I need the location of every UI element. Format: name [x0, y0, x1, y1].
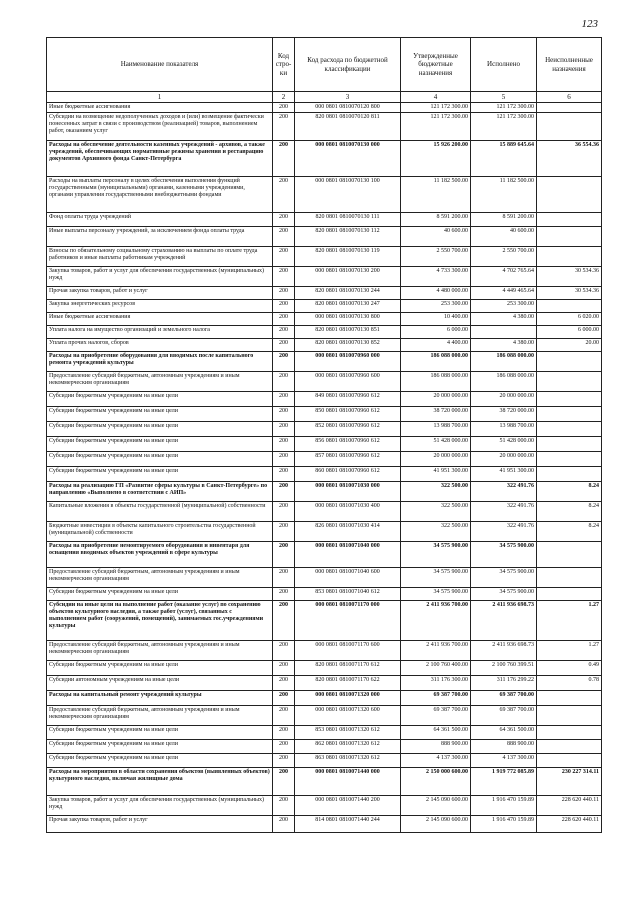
row-line-code: 200: [273, 676, 295, 691]
row-executed-amount: 34 575 900.00: [471, 588, 537, 601]
row-budget-code: 862 0801 0810071320 612: [295, 740, 401, 754]
row-line-code: 200: [273, 522, 295, 542]
row-line-code: 200: [273, 287, 295, 300]
row-approved-amount: 121 172 300.00: [401, 103, 471, 113]
row-budget-code: 853 0801 0810071040 612: [295, 588, 401, 601]
row-name: Расходы на приобретение оборудования для вводимых после капитального ремонта учреждений культуры: [47, 352, 273, 372]
row-name: Субсидии бюджетным учреждениям на иные цели: [47, 754, 273, 768]
row-name: Расходы на реализацию ГП «Развитие сферы культуры в Санкт-Петербурге» по направлению «Выполнено в соответствии с АИП»: [47, 482, 273, 502]
row-remaining-amount: [537, 247, 602, 267]
row-line-code: 200: [273, 768, 295, 796]
row-approved-amount: 41 951 300.00: [401, 467, 471, 482]
row-budget-code: 000 0801 0810071170 600: [295, 641, 401, 661]
row-name: Субсидии бюджетным учреждениям на иные цели: [47, 407, 273, 422]
row-budget-code: 000 0801 0810070960 000: [295, 352, 401, 372]
row-line-code: 200: [273, 568, 295, 588]
header-name: Наименование показателя: [47, 38, 273, 92]
row-name: Субсидии на иные цели на выполнение работ (оказание услуг) по сохранению объектов культурного наследия, а также работ (услуг), связанных с выполнением работ (сооружений, помещений), занимаемых гос.учреждениями культуры: [47, 601, 273, 641]
table-row: [47, 691, 602, 706]
row-remaining-amount: 8.24: [537, 482, 602, 502]
header-code: Код стро-ки: [273, 38, 295, 92]
row-remaining-amount: [537, 588, 602, 601]
table-row: [47, 452, 602, 467]
row-budget-code: 820 0801 0810070130 244: [295, 287, 401, 300]
row-line-code: 200: [273, 227, 295, 247]
table-row: [47, 267, 602, 287]
table-row: [47, 177, 602, 213]
row-approved-amount: 69 387 700.00: [401, 706, 471, 726]
table-row: [47, 726, 602, 740]
row-name: Бюджетные инвестиции в объекты капитального строительства государственной (муниципальной) собственности: [47, 522, 273, 542]
table-row: [47, 676, 602, 691]
row-line-code: 200: [273, 267, 295, 287]
row-executed-amount: 13 988 700.00: [471, 422, 537, 437]
row-executed-amount: 4 380.00: [471, 313, 537, 326]
column-number: 2: [273, 92, 295, 103]
row-line-code: 200: [273, 502, 295, 522]
table-row: [47, 300, 602, 313]
row-executed-amount: 311 176 299.22: [471, 676, 537, 691]
row-budget-code: 820 0801 0810070130 852: [295, 339, 401, 352]
row-approved-amount: 20 000 000.00: [401, 452, 471, 467]
table-row: [47, 227, 602, 247]
table-row: [47, 641, 602, 661]
row-line-code: 200: [273, 661, 295, 676]
row-remaining-amount: 228 620 440.11: [537, 796, 602, 816]
row-budget-code: 849 0801 0810070960 612: [295, 392, 401, 407]
row-remaining-amount: [537, 177, 602, 213]
row-executed-amount: 2 100 760 399.51: [471, 661, 537, 676]
row-approved-amount: 2 150 000 600.00: [401, 768, 471, 796]
row-name: Расходы на выплаты персоналу в целях обеспечения выполнения функций государственными (муниципальными) органами, казенными учреждениями, органами управления государственными внебюджетными фондами: [47, 177, 273, 213]
row-remaining-amount: [537, 300, 602, 313]
row-name: Иные бюджетные ассигнования: [47, 313, 273, 326]
row-budget-code: 856 0801 0810070960 612: [295, 437, 401, 452]
row-executed-amount: 186 088 000.00: [471, 352, 537, 372]
row-approved-amount: 2 411 936 700.00: [401, 641, 471, 661]
column-number: 4: [401, 92, 471, 103]
row-name: Расходы на обеспечение деятельности казенных учреждений - архивов, а также учреждений, обеспечивающих нормативные режимы хранения и реставрацию документов Архивного фонда Санкт-Петербурга: [47, 141, 273, 177]
row-executed-amount: 1 916 470 159.89: [471, 796, 537, 816]
row-remaining-amount: [537, 352, 602, 372]
row-approved-amount: 322 500.00: [401, 522, 471, 542]
row-name: Капитальные вложения в объекты государственной (муниципальной) собственности: [47, 502, 273, 522]
row-budget-code: 000 0801 0810071040 000: [295, 542, 401, 568]
budget-execution-table: [46, 37, 602, 833]
row-executed-amount: 121 172 300.00: [471, 113, 537, 141]
row-line-code: 200: [273, 372, 295, 392]
row-remaining-amount: [537, 103, 602, 113]
row-budget-code: 860 0801 0810070960 612: [295, 467, 401, 482]
row-line-code: 200: [273, 407, 295, 422]
row-remaining-amount: 30 534.36: [537, 287, 602, 300]
table-row: [47, 768, 602, 796]
row-remaining-amount: 1.27: [537, 641, 602, 661]
table-row: [47, 482, 602, 502]
row-executed-amount: 121 172 300.00: [471, 103, 537, 113]
row-approved-amount: 2 411 936 700.00: [401, 601, 471, 641]
row-remaining-amount: [537, 542, 602, 568]
row-name: Субсидии бюджетным учреждениям на иные цели: [47, 422, 273, 437]
row-executed-amount: [471, 326, 537, 339]
row-name: Закупка товаров, работ и услуг для обеспечения государственных (муниципальных) нужд: [47, 796, 273, 816]
row-name: Субсидии бюджетным учреждениям на иные цели: [47, 661, 273, 676]
row-approved-amount: 4 480 000.00: [401, 287, 471, 300]
row-name: Фонд оплаты труда учреждений: [47, 213, 273, 227]
row-executed-amount: 2 550 700.00: [471, 247, 537, 267]
row-name: Закупка товаров, работ и услуг для обеспечения государственных (муниципальных) нужд: [47, 267, 273, 287]
row-line-code: 200: [273, 754, 295, 768]
row-budget-code: 820 0801 0810070130 112: [295, 227, 401, 247]
row-budget-code: 826 0801 0810071030 414: [295, 522, 401, 542]
row-budget-code: 000 0801 0810071320 600: [295, 706, 401, 726]
row-executed-amount: 20 000 000.00: [471, 452, 537, 467]
row-name: Прочая закупка товаров, работ и услуг: [47, 287, 273, 300]
row-name: Предоставление субсидий бюджетным, автономным учреждениям и иным некоммерческим организациям: [47, 568, 273, 588]
row-line-code: 200: [273, 588, 295, 601]
row-remaining-amount: [537, 113, 602, 141]
row-remaining-amount: 20.00: [537, 339, 602, 352]
table-row: [47, 568, 602, 588]
row-name: Субсидии бюджетным учреждениям на иные цели: [47, 740, 273, 754]
row-remaining-amount: [537, 372, 602, 392]
row-approved-amount: 2 100 760 400.00: [401, 661, 471, 676]
row-approved-amount: 2 145 090 600.00: [401, 796, 471, 816]
table-row: [47, 796, 602, 816]
row-budget-code: 000 0801 0810071030 000: [295, 482, 401, 502]
row-remaining-amount: [537, 740, 602, 754]
row-line-code: 200: [273, 113, 295, 141]
table-row: [47, 588, 602, 601]
table-row: [47, 706, 602, 726]
row-name: Субсидии бюджетным учреждениям на иные цели: [47, 588, 273, 601]
row-line-code: 200: [273, 542, 295, 568]
row-executed-amount: 69 387 700.00: [471, 691, 537, 706]
row-approved-amount: 186 088 000.00: [401, 352, 471, 372]
column-number: 1: [47, 92, 273, 103]
row-budget-code: 863 0801 0810071320 612: [295, 754, 401, 768]
row-executed-amount: 41 951 300.00: [471, 467, 537, 482]
row-line-code: 200: [273, 339, 295, 352]
row-remaining-amount: 8.24: [537, 522, 602, 542]
row-remaining-amount: 0.49: [537, 661, 602, 676]
row-executed-amount: 322 491.76: [471, 502, 537, 522]
row-approved-amount: 38 720 000.00: [401, 407, 471, 422]
row-executed-amount: 34 575 900.00: [471, 568, 537, 588]
row-executed-amount: 38 720 000.00: [471, 407, 537, 422]
row-approved-amount: 2 145 090 600.00: [401, 816, 471, 833]
table-row: [47, 313, 602, 326]
row-line-code: 200: [273, 726, 295, 740]
row-line-code: 200: [273, 706, 295, 726]
row-executed-amount: 69 387 700.00: [471, 706, 537, 726]
row-approved-amount: 40 600.00: [401, 227, 471, 247]
row-budget-code: 000 0801 0810071440 000: [295, 768, 401, 796]
table-row: [47, 287, 602, 300]
row-remaining-amount: [537, 706, 602, 726]
row-line-code: 200: [273, 467, 295, 482]
row-executed-amount: 8 591 200.00: [471, 213, 537, 227]
row-name: Субсидии на возмещение недополученных доходов и (или) возмещение фактически понесенных затрат в связи с производством (реализацией) товаров, выполнением работ, оказанием услуг: [47, 113, 273, 141]
row-executed-amount: 1 919 772 085.89: [471, 768, 537, 796]
row-remaining-amount: [537, 568, 602, 588]
row-remaining-amount: 8.24: [537, 502, 602, 522]
row-budget-code: 852 0801 0810070960 612: [295, 422, 401, 437]
row-budget-code: 000 0801 0810071040 600: [295, 568, 401, 588]
row-budget-code: 000 0801 0810070130 100: [295, 177, 401, 213]
row-executed-amount: 4 702 765.64: [471, 267, 537, 287]
header-kbk: Код расхода по бюджетной классификации: [295, 38, 401, 92]
table-body: [47, 103, 602, 833]
row-line-code: 200: [273, 300, 295, 313]
row-approved-amount: 6 000.00: [401, 326, 471, 339]
row-line-code: 200: [273, 816, 295, 833]
row-name: Иные бюджетные ассигнования: [47, 103, 273, 113]
row-remaining-amount: [537, 452, 602, 467]
row-budget-code: 000 0801 0810070130 800: [295, 313, 401, 326]
row-budget-code: 820 0801 0810070130 119: [295, 247, 401, 267]
row-line-code: 200: [273, 422, 295, 437]
row-executed-amount: 1 916 470 159.89: [471, 816, 537, 833]
row-line-code: 200: [273, 452, 295, 467]
row-remaining-amount: [537, 213, 602, 227]
row-name: Иные выплаты персоналу учреждений, за исключением фонда оплаты труда: [47, 227, 273, 247]
table-row: [47, 352, 602, 372]
table-row: [47, 740, 602, 754]
row-approved-amount: 121 172 300.00: [401, 113, 471, 141]
table-row: [47, 661, 602, 676]
row-executed-amount: 322 491.76: [471, 522, 537, 542]
row-name: Уплата налога на имущество организаций и земельного налога: [47, 326, 273, 339]
row-executed-amount: 253 300.00: [471, 300, 537, 313]
row-approved-amount: 186 088 000.00: [401, 372, 471, 392]
table-row: [47, 103, 602, 113]
row-name: Уплата прочих налогов, сборов: [47, 339, 273, 352]
table-row: [47, 372, 602, 392]
column-number: 6: [537, 92, 602, 103]
row-executed-amount: 20 000 000.00: [471, 392, 537, 407]
table-row: [47, 113, 602, 141]
row-name: Предоставление субсидий бюджетным, автономным учреждениям и иным некоммерческим организациям: [47, 641, 273, 661]
row-approved-amount: 11 182 500.00: [401, 177, 471, 213]
row-line-code: 200: [273, 313, 295, 326]
row-budget-code: 850 0801 0810070960 612: [295, 407, 401, 422]
row-approved-amount: 4 137 300.00: [401, 754, 471, 768]
row-executed-amount: 2 411 936 698.73: [471, 641, 537, 661]
row-approved-amount: 13 988 700.00: [401, 422, 471, 437]
row-remaining-amount: [537, 437, 602, 452]
table-row: [47, 213, 602, 227]
table-row: [47, 601, 602, 641]
row-name: Прочая закупка товаров, работ и услуг: [47, 816, 273, 833]
row-budget-code: 820 0801 0810070130 851: [295, 326, 401, 339]
row-executed-amount: 40 600.00: [471, 227, 537, 247]
row-executed-amount: 34 575 900.00: [471, 542, 537, 568]
row-budget-code: 000 0801 0810071320 000: [295, 691, 401, 706]
row-name: Расходы на капитальный ремонт учреждений культуры: [47, 691, 273, 706]
row-remaining-amount: [537, 726, 602, 740]
row-executed-amount: 2 411 936 698.73: [471, 601, 537, 641]
row-name: Субсидии бюджетным учреждениям на иные цели: [47, 726, 273, 740]
row-name: Субсидии бюджетным учреждениям на иные цели: [47, 467, 273, 482]
row-remaining-amount: [537, 467, 602, 482]
row-name: Субсидии бюджетным учреждениям на иные цели: [47, 392, 273, 407]
row-name: Закупка энергетических ресурсов: [47, 300, 273, 313]
row-budget-code: 820 0801 0810071170 622: [295, 676, 401, 691]
row-remaining-amount: [537, 691, 602, 706]
row-line-code: 200: [273, 352, 295, 372]
row-budget-code: 000 0801 0810070120 800: [295, 103, 401, 113]
row-line-code: 200: [273, 141, 295, 177]
row-line-code: 200: [273, 103, 295, 113]
row-approved-amount: 10 400.00: [401, 313, 471, 326]
row-executed-amount: 186 088 000.00: [471, 372, 537, 392]
table-row: [47, 467, 602, 482]
row-approved-amount: 8 591 200.00: [401, 213, 471, 227]
row-budget-code: 820 0801 0810071170 612: [295, 661, 401, 676]
table-row: [47, 247, 602, 267]
row-name: Субсидии автономным учреждениям на иные цели: [47, 676, 273, 691]
column-number-row: [47, 92, 602, 103]
row-approved-amount: 2 550 700.00: [401, 247, 471, 267]
row-approved-amount: 4 400.00: [401, 339, 471, 352]
table-row: [47, 502, 602, 522]
row-budget-code: 000 0801 0810071440 200: [295, 796, 401, 816]
row-budget-code: 000 0801 0810070130 000: [295, 141, 401, 177]
row-approved-amount: 253 300.00: [401, 300, 471, 313]
row-executed-amount: 64 361 500.00: [471, 726, 537, 740]
row-remaining-amount: 230 227 314.11: [537, 768, 602, 796]
row-line-code: 200: [273, 482, 295, 502]
row-executed-amount: 4 137 300.00: [471, 754, 537, 768]
row-name: Субсидии бюджетным учреждениям на иные цели: [47, 452, 273, 467]
row-approved-amount: 34 575 900.00: [401, 568, 471, 588]
row-remaining-amount: 228 620 440.11: [537, 816, 602, 833]
header-row: [47, 38, 602, 92]
row-approved-amount: 34 575 900.00: [401, 542, 471, 568]
row-executed-amount: 51 428 000.00: [471, 437, 537, 452]
row-name: Субсидии бюджетным учреждениям на иные цели: [47, 437, 273, 452]
header-approved: Утвержденные бюджетные назначения: [401, 38, 471, 92]
row-approved-amount: 888 900.00: [401, 740, 471, 754]
row-approved-amount: 4 733 300.00: [401, 267, 471, 287]
row-line-code: 200: [273, 177, 295, 213]
row-remaining-amount: [537, 227, 602, 247]
row-approved-amount: 69 387 700.00: [401, 691, 471, 706]
row-remaining-amount: [537, 407, 602, 422]
table-row: [47, 141, 602, 177]
row-budget-code: 000 0801 0810071170 000: [295, 601, 401, 641]
row-approved-amount: 34 575 900.00: [401, 588, 471, 601]
header-executed: Исполнено: [471, 38, 537, 92]
row-approved-amount: 20 000 000.00: [401, 392, 471, 407]
row-executed-amount: 322 491.76: [471, 482, 537, 502]
header-remaining: Неисполненные назначения: [537, 38, 602, 92]
row-approved-amount: 51 428 000.00: [401, 437, 471, 452]
row-executed-amount: 4 449 465.64: [471, 287, 537, 300]
row-approved-amount: 311 176 300.00: [401, 676, 471, 691]
row-budget-code: 814 0801 0810071440 244: [295, 816, 401, 833]
table-row: [47, 422, 602, 437]
table-row: [47, 339, 602, 352]
table-row: [47, 392, 602, 407]
table-row: [47, 816, 602, 833]
row-line-code: 200: [273, 392, 295, 407]
row-line-code: 200: [273, 796, 295, 816]
table-row: [47, 407, 602, 422]
row-remaining-amount: 6 020.00: [537, 313, 602, 326]
row-line-code: 200: [273, 326, 295, 339]
row-approved-amount: 322 500.00: [401, 482, 471, 502]
table-row: [47, 522, 602, 542]
row-line-code: 200: [273, 601, 295, 641]
row-remaining-amount: 6 000.00: [537, 326, 602, 339]
row-name: Расходы на мероприятия в области сохранения объектов (выявленных объектов) культурного наследия, включая жилищные дома: [47, 768, 273, 796]
row-line-code: 200: [273, 691, 295, 706]
row-approved-amount: 15 926 200.00: [401, 141, 471, 177]
row-budget-code: 820 0801 0810070130 111: [295, 213, 401, 227]
row-budget-code: 820 0801 0810070120 811: [295, 113, 401, 141]
row-line-code: 200: [273, 213, 295, 227]
column-number: 3: [295, 92, 401, 103]
table-row: [47, 326, 602, 339]
row-budget-code: 857 0801 0810070960 612: [295, 452, 401, 467]
row-remaining-amount: 36 554.36: [537, 141, 602, 177]
row-remaining-amount: 30 534.36: [537, 267, 602, 287]
column-number: 5: [471, 92, 537, 103]
row-line-code: 200: [273, 247, 295, 267]
row-remaining-amount: [537, 392, 602, 407]
table-row: [47, 437, 602, 452]
row-name: Расходы на приобретение немонтируемого оборудования и инвентаря для оснащения вводимых объектов учреждений в сфере культуры: [47, 542, 273, 568]
row-executed-amount: 888 900.00: [471, 740, 537, 754]
row-budget-code: 000 0801 0810071030 400: [295, 502, 401, 522]
row-line-code: 200: [273, 437, 295, 452]
row-name: Предоставление субсидий бюджетным, автономным учреждениям и иным некоммерческим организациям: [47, 372, 273, 392]
row-executed-amount: 15 889 645.64: [471, 141, 537, 177]
table-row: [47, 542, 602, 568]
row-remaining-amount: 1.27: [537, 601, 602, 641]
row-budget-code: 000 0801 0810070130 200: [295, 267, 401, 287]
row-budget-code: 820 0801 0810070130 247: [295, 300, 401, 313]
row-remaining-amount: [537, 422, 602, 437]
row-name: Взносы по обязательному социальному страхованию на выплаты по оплате труда работников и иные выплаты работникам учреждений: [47, 247, 273, 267]
row-approved-amount: 322 500.00: [401, 502, 471, 522]
row-approved-amount: 64 361 500.00: [401, 726, 471, 740]
row-budget-code: 853 0801 0810071320 612: [295, 726, 401, 740]
row-name: Предоставление субсидий бюджетным, автономным учреждениям и иным некоммерческим организациям: [47, 706, 273, 726]
table-row: [47, 754, 602, 768]
row-executed-amount: 11 182 500.00: [471, 177, 537, 213]
row-remaining-amount: 0.78: [537, 676, 602, 691]
row-line-code: 200: [273, 641, 295, 661]
row-budget-code: 000 0801 0810070960 600: [295, 372, 401, 392]
row-line-code: 200: [273, 740, 295, 754]
row-remaining-amount: [537, 754, 602, 768]
page-number: 123: [581, 18, 598, 30]
row-executed-amount: 4 380.00: [471, 339, 537, 352]
